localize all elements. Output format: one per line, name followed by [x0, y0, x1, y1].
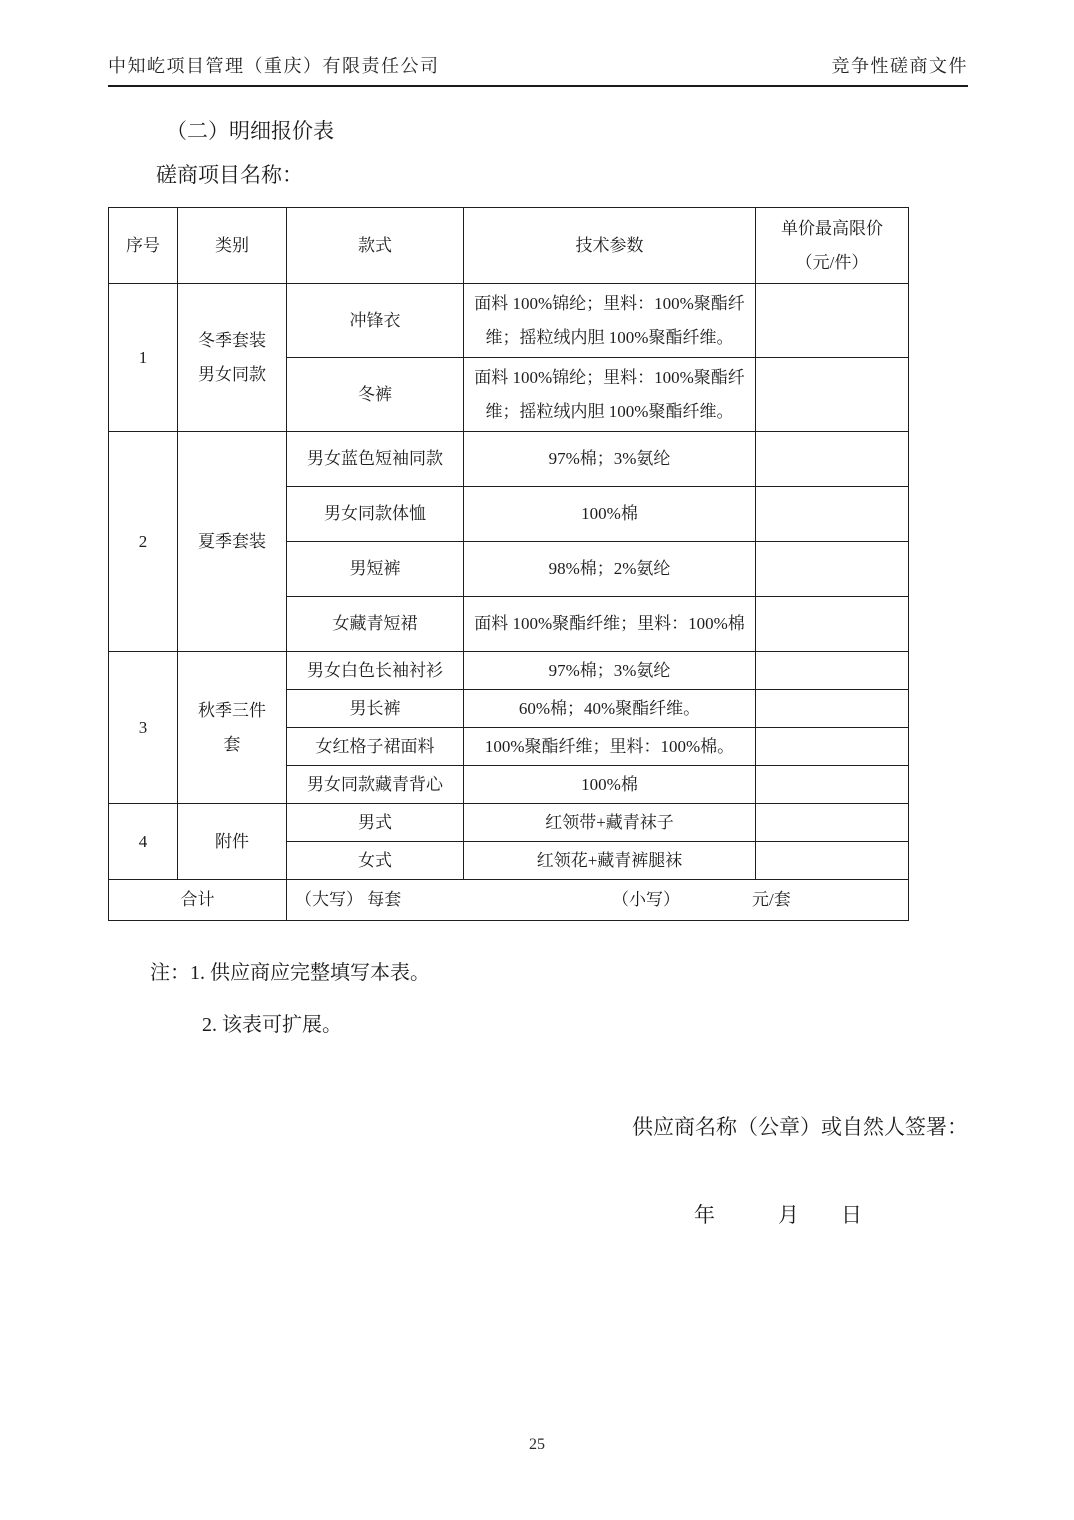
category-text: 秋季三件套	[198, 700, 266, 754]
summary-label-cell: 合计	[109, 880, 287, 921]
header-rule	[108, 85, 968, 87]
column-header: 技术参数	[464, 208, 756, 284]
column-header: 款式	[287, 208, 464, 284]
running-header	[108, 0, 968, 78]
spec-cell: 97%棉；3%氨纶	[464, 652, 756, 690]
price-cell	[756, 432, 909, 487]
quotation-table	[108, 207, 909, 921]
style-cell: 女藏青短裙	[287, 597, 464, 652]
style-cell: 男女同款体恤	[287, 487, 464, 542]
column-header: 单价最高限价 （元/件）	[756, 208, 909, 284]
spec-cell: 100%聚酯纤维；里料：100%棉。	[464, 728, 756, 766]
header-company-name: 中知屹项目管理（重庆）有限责任公司	[108, 56, 440, 76]
spec-cell: 100%棉	[464, 487, 756, 542]
price-cell	[756, 542, 909, 597]
spec-cell: 97%棉；3%氨纶	[464, 432, 756, 487]
category-text: 冬季套装男女同款	[198, 330, 266, 384]
style-cell: 男长裤	[287, 690, 464, 728]
price-cell	[756, 652, 909, 690]
style-cell: 冲锋衣	[287, 284, 464, 358]
seq-cell: 1	[109, 284, 178, 432]
summary-unit-text: 元/套	[752, 890, 791, 909]
summary-row	[109, 880, 909, 921]
price-cell	[756, 842, 909, 880]
table-row	[109, 652, 909, 690]
style-cell: 男女蓝色短袖同款	[287, 432, 464, 487]
spec-cell: 红领花+藏青裤腿袜	[464, 842, 756, 880]
price-cell	[756, 487, 909, 542]
column-header: 序号	[109, 208, 178, 284]
spec-cell: 面料 100%锦纶；里料：100%聚酯纤维；摇粒绒内胆 100%聚酯纤维。	[464, 284, 756, 358]
spec-cell: 100%棉	[464, 766, 756, 804]
price-cell	[756, 284, 909, 358]
price-cell	[756, 766, 909, 804]
table-row	[109, 284, 909, 358]
category-cell	[178, 652, 287, 804]
style-cell: 男女同款藏青背心	[287, 766, 464, 804]
spec-cell: 面料 100%聚酯纤维；里料：100%棉	[464, 597, 756, 652]
category-cell	[178, 804, 287, 880]
note-2: 2. 该表可扩展。	[202, 1014, 342, 1036]
section-title: （二）明细报价表	[166, 119, 334, 143]
table-header-row	[109, 208, 909, 284]
seq-cell: 3	[109, 652, 178, 804]
seq-cell: 4	[109, 804, 178, 880]
category-cell	[178, 284, 287, 432]
table-row	[109, 432, 909, 487]
spec-cell: 98%棉；2%氨纶	[464, 542, 756, 597]
supplier-signature-label: 供应商名称（公章）或自然人签署：	[632, 1115, 968, 1139]
category-text: 附件	[215, 831, 249, 851]
spec-cell: 面料 100%锦纶；里料：100%聚酯纤维；摇粒绒内胆 100%聚酯纤维。	[464, 358, 756, 432]
category-text: 夏季套装	[198, 531, 266, 551]
notes-block	[108, 959, 968, 1039]
summary-value-cell	[287, 880, 909, 921]
table-row	[109, 804, 909, 842]
spec-cell: 红领带+藏青袜子	[464, 804, 756, 842]
seq-cell: 2	[109, 432, 178, 652]
price-cell	[756, 690, 909, 728]
price-cell	[756, 597, 909, 652]
note-1: 注：1. 供应商应完整填写本表。	[150, 962, 430, 984]
date-line: 年 月 日	[694, 1203, 862, 1227]
style-cell: 男式	[287, 804, 464, 842]
column-header: 类别	[178, 208, 287, 284]
style-cell: 女红格子裙面料	[287, 728, 464, 766]
style-cell: 男女白色长袖衬衫	[287, 652, 464, 690]
header-doc-type: 竞争性磋商文件	[831, 56, 968, 76]
style-cell: 冬裤	[287, 358, 464, 432]
spec-cell: 60%棉；40%聚酯纤维。	[464, 690, 756, 728]
summary-small-text: （小写）	[612, 890, 680, 909]
style-cell: 女式	[287, 842, 464, 880]
category-cell	[178, 432, 287, 652]
price-cell	[756, 728, 909, 766]
price-cell	[756, 358, 909, 432]
summary-capital-text: （大写） 每套	[295, 890, 402, 909]
price-cell	[756, 804, 909, 842]
project-name-label: 磋商项目名称：	[156, 163, 303, 187]
style-cell: 男短裤	[287, 542, 464, 597]
page-number: 25	[529, 1436, 545, 1453]
